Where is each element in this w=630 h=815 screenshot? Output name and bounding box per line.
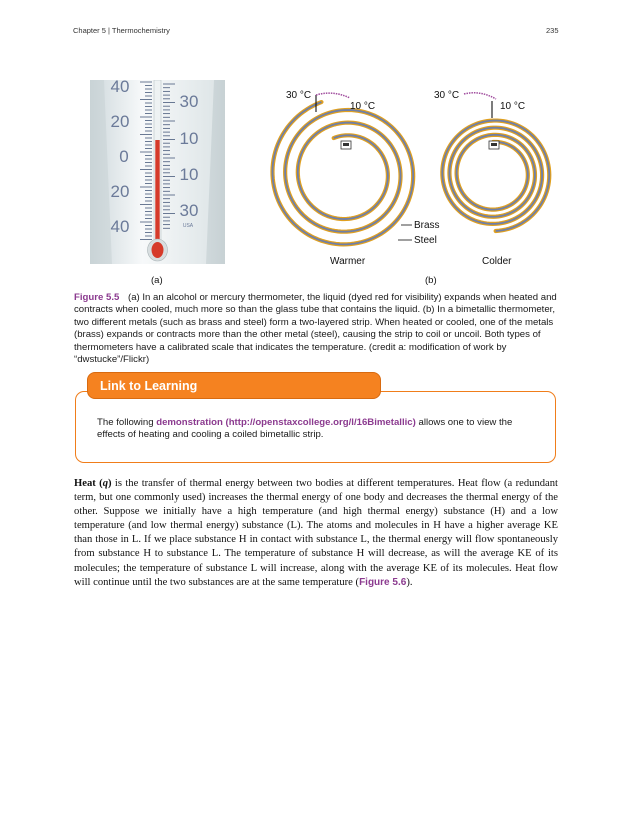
warmer-coil [272, 102, 413, 244]
colder-caption: Colder [482, 256, 512, 267]
warmer-temperature-scale [316, 93, 350, 98]
demonstration-link[interactable]: demonstration (http://openstaxcollege.org/l/16Bimetallic) [156, 417, 416, 428]
scale-label: 20 [110, 182, 130, 201]
figure-caption-text: (a) In an alcohol or mercury thermometer, the liquid (dyed red for visibility) expands when heated and contracts when cooled, much more so than the glass tube that contains the liquid. (b) In a bimetallic thermometer, two different metals (such as brass and steel) form a two-layered strip. When heated or cooled, one of the metals (brass) expands or contracts more than the other metal (steel), causing the strip to coil or uncoil. Both types of thermometers have a calibrated scale that indicates the temperature. (credit a: modification of work by “dwstucke”/Flickr) [74, 292, 557, 366]
scale-label: 30 [179, 201, 199, 220]
scale-label: 30 [179, 92, 199, 111]
body-paragraph: Heat (q) is the transfer of thermal energy between two bodies at different temperatures. Heat flow (a redundant term, but one commonly used) increases the thermal energy of one body and decreases the thermal energy of the other. Suppose we initially have a high temperature (and high thermal energy) substance (H) and a low temperature (and low thermal energy) substance (L). The atoms and molecules in H have a higher average KE than those in L. If we place substance H in contact with substance L, the thermal energy will flow spontaneously from substance H to substance L. The temperature of substance H will decrease, as will the average KE of its molecules; the temperature of substance L will increase, along with the average KE of its molecules. Heat flow will continue until the two substances are at the same temperature (Figure 5.6). [74, 478, 558, 588]
bimetallic-coil-diagram [258, 84, 558, 274]
thermometer-illustration [90, 80, 225, 264]
thermometer-liquid-column [155, 140, 159, 252]
thermometer-bulb [152, 242, 164, 258]
panel-label-a: (a) [151, 275, 163, 286]
panel-label-b: (b) [425, 275, 437, 286]
colder-30c-label: 30 °C [434, 90, 460, 101]
scale-label: 0 [119, 147, 129, 166]
figure-caption [74, 292, 558, 366]
figure-number: Figure 5.5 [74, 292, 120, 303]
thermometer-photo [90, 80, 225, 264]
symbol-q: q [102, 478, 108, 489]
warmer-10c-label: 10 °C [350, 101, 376, 112]
figure-5-6-link[interactable]: Figure 5.6 [359, 576, 407, 588]
scale-label: 40 [110, 217, 130, 236]
colder-coil [442, 121, 549, 231]
running-header-chapter: Chapter 5 | Thermochemistry [73, 26, 170, 35]
brass-label: Brass [414, 220, 440, 231]
scale-label: 20 [110, 112, 130, 131]
scale-label: 40 [110, 80, 130, 96]
colder-10c-label: 10 °C [500, 101, 526, 112]
warmer-30c-label: 30 °C [286, 90, 312, 101]
warmer-caption: Warmer [330, 256, 366, 267]
link-to-learning-text: The following demonstration (http://openstaxcollege.org/l/16Bimetallic) allows one to view the effects of heating and cooling a coiled bimetallic strip. [97, 417, 513, 441]
scale-label: 10 [179, 129, 199, 148]
link-to-learning-title: Link to Learning [87, 372, 381, 399]
steel-label: Steel [414, 235, 437, 246]
page-number: 235 [546, 26, 559, 35]
colder-temperature-scale [464, 93, 496, 99]
term-heat: Heat [74, 478, 96, 489]
scale-label: 10 [179, 165, 199, 184]
brand-mark: USA [182, 223, 194, 229]
